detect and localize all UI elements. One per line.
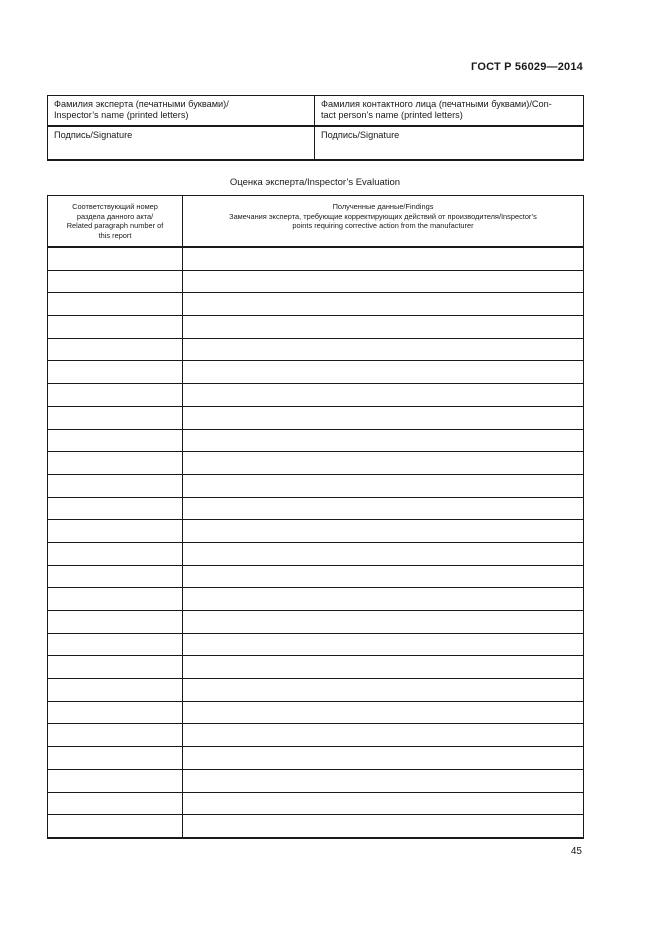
table-row bbox=[48, 656, 584, 679]
inspector-name-cell[interactable] bbox=[48, 96, 315, 127]
paragraph-number-cell[interactable] bbox=[48, 497, 183, 520]
paragraph-number-cell[interactable] bbox=[48, 724, 183, 747]
paragraph-number-cell[interactable] bbox=[48, 542, 183, 565]
page-number: 45 bbox=[570, 846, 582, 857]
paragraph-number-cell[interactable] bbox=[48, 769, 183, 792]
findings-cell[interactable] bbox=[183, 497, 584, 520]
table-row bbox=[48, 247, 584, 270]
table-row bbox=[48, 747, 584, 770]
findings-cell[interactable] bbox=[183, 361, 584, 384]
paragraph-number-cell[interactable] bbox=[48, 384, 183, 407]
findings-cell[interactable] bbox=[183, 792, 584, 815]
evaluation-title: Оценка эксперта/Inspector’s Evaluation bbox=[229, 177, 401, 188]
table-row bbox=[48, 429, 584, 452]
table-row bbox=[48, 542, 584, 565]
evaluation-table bbox=[47, 195, 584, 839]
findings-cell[interactable] bbox=[183, 542, 584, 565]
contact-name-label-en: tact person’s name (printed letters) bbox=[321, 110, 463, 120]
findings-cell[interactable] bbox=[183, 520, 584, 543]
inspector-name-label-ru: Фамилия эксперта (печатными буквами)/ bbox=[54, 99, 229, 109]
paragraph-number-cell[interactable] bbox=[48, 247, 183, 270]
findings-cell[interactable] bbox=[183, 815, 584, 838]
findings-cell[interactable] bbox=[183, 338, 584, 361]
findings-cell[interactable] bbox=[183, 611, 584, 634]
table-row bbox=[48, 769, 584, 792]
paragraph-number-cell[interactable] bbox=[48, 452, 183, 475]
table-row bbox=[48, 701, 584, 724]
findings-cell[interactable] bbox=[183, 701, 584, 724]
paragraph-number-cell[interactable] bbox=[48, 611, 183, 634]
signature-table bbox=[47, 95, 584, 161]
findings-cell[interactable] bbox=[183, 747, 584, 770]
table-row bbox=[48, 384, 584, 407]
findings-cell[interactable] bbox=[183, 724, 584, 747]
table-row bbox=[48, 565, 584, 588]
findings-cell[interactable] bbox=[183, 565, 584, 588]
paragraph-number-cell[interactable] bbox=[48, 474, 183, 497]
paragraph-number-cell[interactable] bbox=[48, 338, 183, 361]
findings-cell[interactable] bbox=[183, 429, 584, 452]
inspector-signature-cell[interactable] bbox=[48, 126, 315, 160]
findings-cell[interactable] bbox=[183, 384, 584, 407]
evaluation-rows bbox=[48, 247, 584, 838]
paragraph-number-cell[interactable] bbox=[48, 815, 183, 838]
contact-signature-label: Подпись/Signature bbox=[321, 130, 400, 140]
paragraph-number-header: Соответствующий номер раздела данного акта/ Related paragraph number of this report bbox=[48, 196, 183, 248]
contact-name-label-ru: Фамилия контактного лица (печатными буквами)/Con- bbox=[321, 99, 552, 109]
paragraph-number-cell[interactable] bbox=[48, 701, 183, 724]
findings-cell[interactable] bbox=[183, 679, 584, 702]
findings-cell[interactable] bbox=[183, 452, 584, 475]
findings-cell[interactable] bbox=[183, 474, 584, 497]
findings-cell[interactable] bbox=[183, 588, 584, 611]
table-row bbox=[48, 815, 584, 838]
table-row bbox=[48, 474, 584, 497]
findings-cell[interactable] bbox=[183, 406, 584, 429]
paragraph-number-cell[interactable] bbox=[48, 406, 183, 429]
table-row bbox=[48, 724, 584, 747]
table-row bbox=[48, 497, 584, 520]
paragraph-number-cell[interactable] bbox=[48, 565, 183, 588]
table-row bbox=[48, 679, 584, 702]
paragraph-number-cell[interactable] bbox=[48, 293, 183, 316]
findings-cell[interactable] bbox=[183, 247, 584, 270]
paragraph-number-cell[interactable] bbox=[48, 747, 183, 770]
table-row bbox=[48, 406, 584, 429]
table-row bbox=[48, 633, 584, 656]
paragraph-number-cell[interactable] bbox=[48, 588, 183, 611]
table-row bbox=[48, 588, 584, 611]
findings-cell[interactable] bbox=[183, 656, 584, 679]
table-row bbox=[48, 792, 584, 815]
paragraph-number-cell[interactable] bbox=[48, 361, 183, 384]
paragraph-number-cell[interactable] bbox=[48, 316, 183, 339]
contact-signature-cell[interactable] bbox=[315, 126, 584, 160]
contact-name-cell[interactable] bbox=[315, 96, 584, 127]
table-row bbox=[48, 452, 584, 475]
table-row bbox=[48, 270, 584, 293]
inspector-name-label-en: Inspector’s name (printed letters) bbox=[54, 110, 189, 120]
paragraph-number-cell[interactable] bbox=[48, 520, 183, 543]
findings-cell[interactable] bbox=[183, 270, 584, 293]
paragraph-number-cell[interactable] bbox=[48, 792, 183, 815]
findings-header: Полученные данные/Findings Замечания эксперта, требующие корректирующих действий от производителя/Inspector’s points requiring corrective action from the manufacturer bbox=[183, 196, 584, 248]
findings-cell[interactable] bbox=[183, 293, 584, 316]
findings-cell[interactable] bbox=[183, 633, 584, 656]
paragraph-number-cell[interactable] bbox=[48, 679, 183, 702]
findings-cell[interactable] bbox=[183, 769, 584, 792]
paragraph-number-cell[interactable] bbox=[48, 633, 183, 656]
table-row bbox=[48, 338, 584, 361]
table-row bbox=[48, 520, 584, 543]
paragraph-number-cell[interactable] bbox=[48, 656, 183, 679]
inspector-signature-label: Подпись/Signature bbox=[54, 130, 133, 140]
document-code: ГОСТ Р 56029—2014 bbox=[471, 61, 583, 73]
table-row bbox=[48, 611, 584, 634]
table-row bbox=[48, 361, 584, 384]
paragraph-number-cell[interactable] bbox=[48, 270, 183, 293]
findings-cell[interactable] bbox=[183, 316, 584, 339]
table-row bbox=[48, 316, 584, 339]
table-row bbox=[48, 293, 584, 316]
paragraph-number-cell[interactable] bbox=[48, 429, 183, 452]
